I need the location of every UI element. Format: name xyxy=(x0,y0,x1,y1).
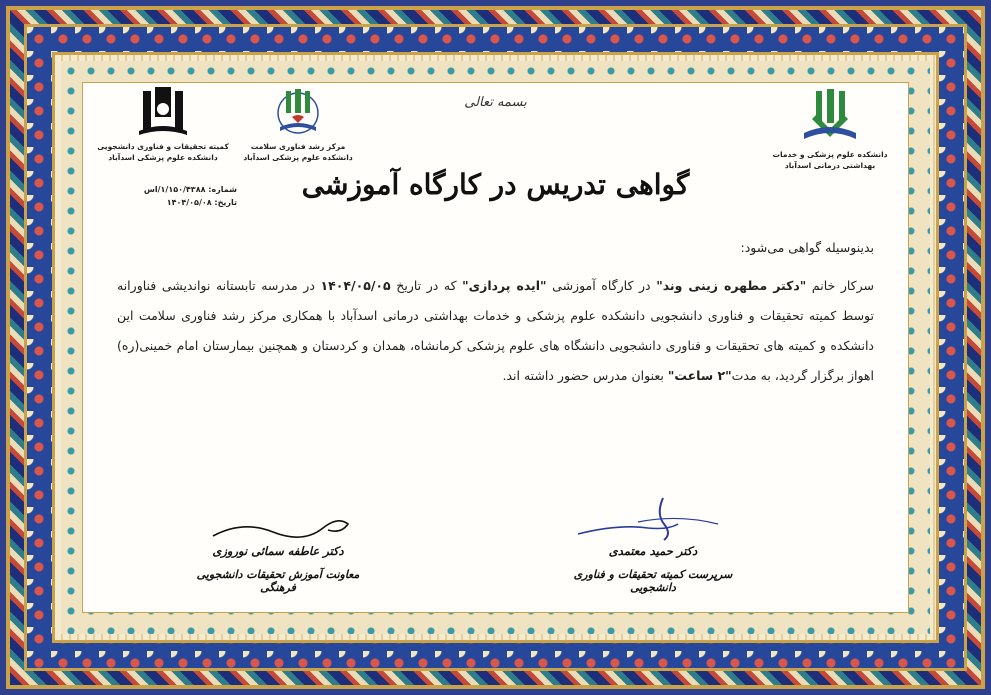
incubator-name: مرکز رشد فناوری سلامت xyxy=(250,142,346,151)
teaching-duration: "۲ ساعت" xyxy=(667,368,732,383)
paragraph-part-4: در مدرسه تابستانه نواندیشی فناورانه توسط کمیته تحقیقات و فناوری دانشجویی دانشکده علوم پزشکی و خدمات بهداشتی درمانی اسدآباد با همکاری مرکز رشد فناوری سلامت این دانشکده و کمیته های تحقیقات و فناوری دانشجویی دانشگاه های علوم پزشکی کرمانشاه، همدان و کردستان و همچنین بیمارستان امام خمینی(ره) اهواز برگزار گردید، به مدت xyxy=(117,278,874,383)
certificate-paragraph xyxy=(117,271,874,391)
faculty-name-2: بهداشتی درمانی اسدآباد xyxy=(784,161,876,170)
paragraph-part-2: در کارگاه آموزشی xyxy=(546,278,657,293)
faculty-logo xyxy=(760,89,900,171)
incubator-logo xyxy=(233,87,363,163)
signer-right-role: سرپرست کمیته تحقیقات و فناوری دانشجویی xyxy=(573,568,733,594)
signature-left xyxy=(193,510,363,594)
signature-right-scribble xyxy=(568,494,738,544)
paragraph-part-5: بعنوان مدرس حضور داشته اند. xyxy=(502,368,668,383)
reference-number: شماره: ۱/۱۵۰/۴۳۸۸/اس xyxy=(143,185,237,194)
event-date: ۱۴۰۴/۰۵/۰۵ xyxy=(320,278,391,293)
certificate-title: گواهی تدریس در کارگاه آموزشی xyxy=(301,168,690,201)
workshop-name: "ایده پردازی" xyxy=(462,278,547,293)
incubator-school: دانشکده علوم پزشکی اسدآباد xyxy=(243,153,353,162)
certificate-content xyxy=(82,82,909,613)
faculty-name: دانشکده علوم پزشکی و خدمات xyxy=(772,150,888,159)
research-committee-icon xyxy=(137,87,189,137)
blessing-text: بسمه تعالی xyxy=(464,95,527,110)
certificate-body xyxy=(117,233,874,391)
signature-right xyxy=(568,494,738,594)
faculty-icon xyxy=(802,89,858,145)
paragraph-part-3: که در تاریخ xyxy=(390,278,463,293)
signer-left-name: دکتر عاطفه سمائی نوروزی xyxy=(212,544,344,558)
signature-left-scribble xyxy=(203,510,353,544)
signer-right-name: دکتر حمید معتمدی xyxy=(608,544,698,558)
recipient-name: "دکتر مطهره زینی وند" xyxy=(656,278,807,293)
signer-left-role: معاونت آموزش تحقیقات دانشجویی فرهنگی xyxy=(196,568,360,594)
research-committee-logo xyxy=(93,87,233,163)
research-committee-school: دانشکده علوم پزشکی اسدآباد xyxy=(108,153,218,162)
intro-line: بدینوسیله گواهی می‌شود: xyxy=(740,240,874,255)
paragraph-part-1: سرکار خانم xyxy=(806,278,875,293)
reference-date: تاریخ: ۱۴۰۴/۰۵/۰۸ xyxy=(166,198,237,207)
research-committee-name: کمیته تحقیقات و فناوری دانشجویی xyxy=(97,142,229,151)
incubator-icon xyxy=(272,87,324,137)
